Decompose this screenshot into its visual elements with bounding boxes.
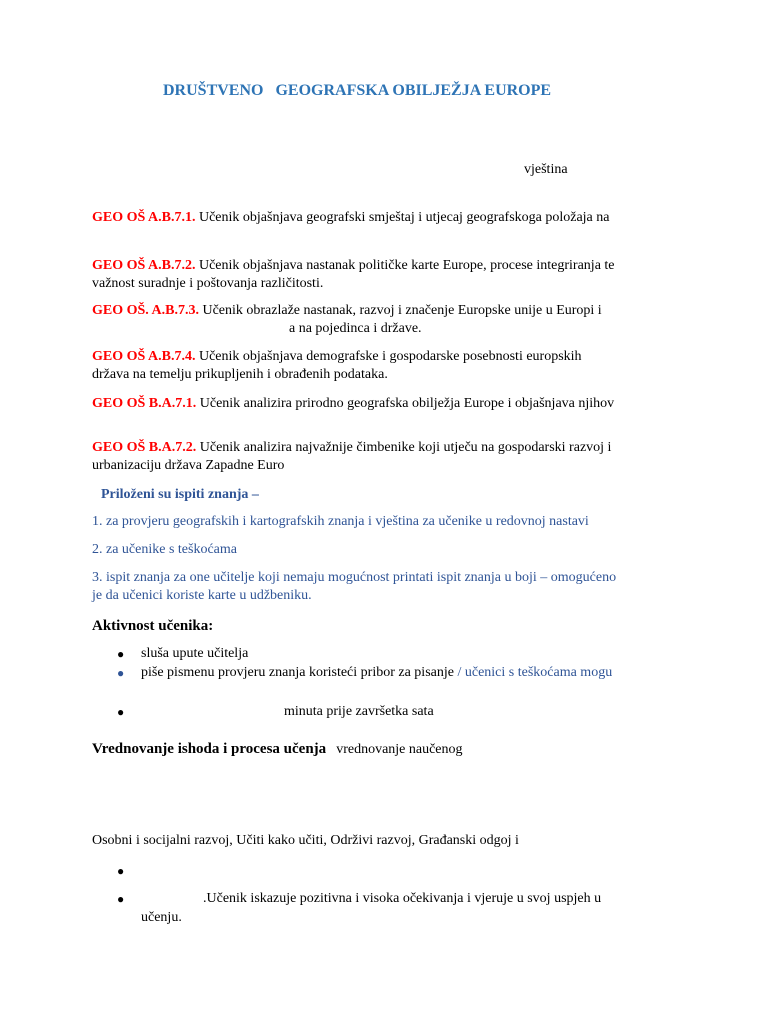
tests-item-3: 3. ispit znanja za one učitelje koji nemaju mogućnost printati ispit znanja u boji – omogućeno xyxy=(92,570,617,585)
outcome-code: GEO OŠ B.A.7.1. xyxy=(92,396,197,411)
cross-bullet-2-line-2: učenju. xyxy=(141,910,182,925)
bullet-icon: ● xyxy=(117,666,125,680)
activity-bullet-2-blue-text: / učenici s teškoćama mogu xyxy=(457,665,613,680)
activity-bullet-2 xyxy=(141,664,612,682)
outcome-4 xyxy=(92,348,582,366)
outcome-code: GEO OŠ A.B.7.4. xyxy=(92,349,196,364)
outcome-1 xyxy=(92,209,610,227)
bullet-icon: ● xyxy=(117,864,125,878)
outcome-2 xyxy=(92,257,615,275)
activity-bullet-1: sluša upute učitelja xyxy=(141,646,249,661)
activity-bullet-2-text: piše pismenu provjeru znanja koristeći pribor za pisanje xyxy=(141,665,458,680)
outcome-5 xyxy=(92,395,614,413)
outcome-code: GEO OŠ. A.B.7.3. xyxy=(92,303,199,318)
outcome-3 xyxy=(92,302,602,320)
skills-fragment: vještina xyxy=(524,162,568,177)
tests-heading: Priloženi su ispiti znanja – xyxy=(101,487,259,502)
activity-heading: Aktivnost učenika: xyxy=(92,618,214,634)
outcome-3-line-2: a na pojedinca i države. xyxy=(289,321,422,336)
outcome-4-line-2: država na temelju prikupljenih i obrađenih podataka. xyxy=(92,367,388,382)
bullet-icon: ● xyxy=(117,647,125,661)
bullet-icon: ● xyxy=(117,705,125,719)
page-title: DRUŠTVENO GEOGRAFSKA OBILJEŽJA EUROPE xyxy=(163,82,552,99)
outcome-text: Učenik objašnjava demografske i gospodarske posebnosti europskih xyxy=(195,349,582,364)
outcome-text: Učenik analizira najvažnije čimbenike koji utječu na gospodarski razvoj i xyxy=(196,440,612,455)
activity-bullet-3: minuta prije završetka sata xyxy=(284,704,434,719)
outcome-text: Učenik analizira prirodno geografska obilježja Europe i objašnjava njihov xyxy=(196,396,615,411)
outcome-text: Učenik objašnjava nastanak političke karte Europe, procese integriranja te xyxy=(195,258,615,273)
outcome-2-line-2: važnost suradnje i poštovanja različitosti. xyxy=(92,276,324,291)
outcome-6 xyxy=(92,439,611,457)
tests-item-1: 1. za provjeru geografskih i kartografskih znanja i vještina za učenike u redovnoj nastavi xyxy=(92,514,589,529)
cross-curricular-line: Osobni i socijalni razvoj, Učiti kako učiti, Održivi razvoj, Građanski odgoj i xyxy=(92,833,519,848)
outcome-text: Učenik obrazlaže nastanak, razvoj i značenje Europske unije u Europi i xyxy=(198,303,602,318)
tests-item-2: 2. za učenike s teškoćama xyxy=(92,542,237,557)
evaluation-heading: Vrednovanje ishoda i procesa učenja xyxy=(92,741,327,757)
bullet-icon: ● xyxy=(117,892,125,906)
evaluation-text: vrednovanje naučenog xyxy=(336,742,463,757)
outcome-code: GEO OŠ A.B.7.2. xyxy=(92,258,196,273)
cross-bullet-2: .Učenik iskazuje pozitivna i visoka očekivanja i vjeruje u svoj uspjeh u xyxy=(203,891,602,906)
outcome-text: Učenik objašnjava geografski smještaj i utjecaj geografskoga položaja na xyxy=(195,210,610,225)
outcome-6-line-2: urbanizaciju država Zapadne Euro xyxy=(92,458,285,473)
tests-item-3-line-2: je da učenici koriste karte u udžbeniku. xyxy=(92,588,312,603)
outcome-code: GEO OŠ A.B.7.1. xyxy=(92,210,196,225)
outcome-code: GEO OŠ B.A.7.2. xyxy=(92,440,197,455)
evaluation-line xyxy=(92,740,463,759)
